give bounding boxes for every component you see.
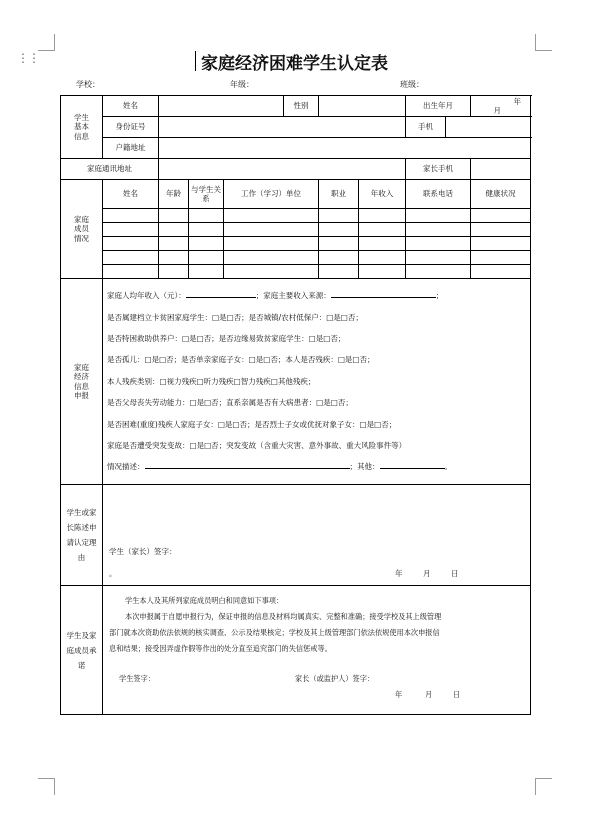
member-cell[interactable]: [319, 209, 359, 223]
member-header-name: 姓名: [103, 180, 159, 209]
grade-label: 年级：: [230, 80, 254, 89]
phone-label: 手机: [406, 117, 446, 138]
birth-label: 出生年月: [406, 96, 471, 117]
income-line: 家庭人均年收入（元）： ；家庭主要收入来源： ；: [107, 291, 444, 301]
member-cell[interactable]: [406, 209, 471, 223]
text-cursor: [195, 51, 196, 71]
promise-paragraph-1: 本次申报属于自愿申报行为，保证申报的信息及材料均属真实、完整和准确；接受学校及其上级管理: [125, 612, 442, 621]
poverty-registration-line[interactable]: 是否属建档立卡贫困家庭学生：□是□否；是否城镇/农村低保户：□是□否；: [107, 312, 363, 322]
member-row: [61, 237, 531, 251]
promise-date-year: 年: [395, 690, 403, 699]
application-form-table: [60, 95, 531, 715]
member-cell[interactable]: [224, 237, 319, 251]
guardian-signature-label: 家长（或监护人）签字：: [295, 674, 375, 683]
member-cell[interactable]: [359, 265, 406, 279]
name-label: 姓名: [103, 96, 159, 117]
income-source-blank[interactable]: [331, 289, 436, 298]
member-cell[interactable]: [159, 209, 189, 223]
economic-info-area[interactable]: [103, 279, 531, 485]
birth-field[interactable]: 年 月: [471, 96, 531, 117]
disability-type-line[interactable]: 本人残疾类别：□视力残疾□听力残疾□智力残疾□其他残疾；: [107, 376, 316, 386]
basic-info-section-label: 学生 基本 信息: [61, 96, 103, 159]
member-cell[interactable]: [406, 251, 471, 265]
member-cell[interactable]: [224, 223, 319, 237]
member-cell[interactable]: [189, 237, 224, 251]
statement-date-day: 日: [451, 569, 459, 578]
promise-paragraph-3: 息和结果；接受因弄虚作假等作出的处分直至追究部门的失信惩戒等。: [109, 644, 332, 653]
promise-paragraph-2: 部门就本次资助依法依规的核实调查、公示及结果核定；学校及其上级管理部门依法依规使用本次申报信: [109, 628, 440, 637]
member-cell[interactable]: [103, 265, 159, 279]
member-cell[interactable]: [224, 209, 319, 223]
member-row: [61, 265, 531, 279]
statement-dot: 。: [109, 569, 117, 578]
promise-date-day: 日: [453, 690, 461, 699]
economic-info-section-label: 家庭 经济 信息 申报: [61, 279, 103, 485]
family-members-section-label: 家庭 成员 情况: [61, 180, 103, 279]
student-signature-label: 学生签字：: [119, 674, 155, 683]
promise-section-label: 学生及家 庭成员承 诺: [61, 586, 103, 715]
member-header-age: 年龄: [159, 180, 189, 209]
promise-area[interactable]: [103, 586, 531, 715]
member-cell[interactable]: [471, 223, 531, 237]
family-address-label: 家庭通讯地址: [61, 159, 159, 180]
phone-field[interactable]: [446, 117, 531, 138]
member-cell[interactable]: [359, 237, 406, 251]
statement-date-year: 年: [395, 569, 403, 578]
id-number-label: 身份证号: [103, 117, 159, 138]
member-cell[interactable]: [189, 251, 224, 265]
gender-label: 性别: [284, 96, 319, 117]
member-cell[interactable]: [319, 223, 359, 237]
member-cell[interactable]: [406, 237, 471, 251]
parent-phone-label: 家长手机: [406, 159, 471, 180]
member-row: [61, 251, 531, 265]
member-cell[interactable]: [471, 251, 531, 265]
member-cell[interactable]: [189, 223, 224, 237]
member-cell[interactable]: [159, 251, 189, 265]
member-cell[interactable]: [471, 237, 531, 251]
member-cell[interactable]: [406, 265, 471, 279]
member-cell[interactable]: [159, 223, 189, 237]
member-cell[interactable]: [189, 209, 224, 223]
member-cell[interactable]: [471, 209, 531, 223]
parent-phone-field[interactable]: [471, 159, 531, 180]
member-cell[interactable]: [319, 265, 359, 279]
name-field[interactable]: [159, 96, 284, 117]
statement-area[interactable]: [103, 485, 531, 586]
special-support-line[interactable]: 是否特困救助供养户：□是□否；是否边缘易致贫家庭学生：□是□否；: [107, 334, 346, 344]
member-row: [61, 223, 531, 237]
promise-date-month: 月: [425, 690, 433, 699]
gender-field[interactable]: [319, 96, 406, 117]
id-number-field[interactable]: [159, 117, 406, 138]
member-cell[interactable]: [359, 251, 406, 265]
class-label: 班级：: [400, 80, 424, 89]
page-corner-mark-bottom-right: [535, 778, 552, 795]
member-cell[interactable]: [359, 209, 406, 223]
member-cell[interactable]: [103, 237, 159, 251]
member-cell[interactable]: [471, 265, 531, 279]
member-header-occupation: 职业: [319, 180, 359, 209]
sudden-change-line[interactable]: 家庭是否遭受突发变故：□是□否；突发变故（含重大灾害、意外事故、重大风险事件等）: [107, 440, 407, 450]
member-header-health: 健康状况: [471, 180, 531, 209]
member-cell[interactable]: [319, 251, 359, 265]
other-blank[interactable]: [380, 460, 445, 469]
statement-date-month: 月: [423, 569, 431, 578]
hukou-label: 户籍地址: [103, 138, 159, 159]
disabled-family-line[interactable]: 是否困难(重度)残疾人家庭子女：□是□否；是否烈士子女或优抚对象子女：□是□否；: [107, 419, 397, 429]
income-blank[interactable]: [186, 289, 256, 298]
member-cell[interactable]: [189, 265, 224, 279]
promise-intro: 学生本人及其所列家庭成员明白和同意如下事项：: [125, 596, 284, 605]
drag-handle-icon[interactable]: ⋮⋮: [17, 51, 39, 65]
hukou-field[interactable]: [159, 138, 531, 159]
orphan-single-parent-line[interactable]: 是否孤儿：□是□否；是否单亲家庭子女：□是□否；本人是否残疾：□是□否；: [107, 355, 375, 365]
member-cell[interactable]: [224, 265, 319, 279]
member-header-income: 年收入: [359, 180, 406, 209]
member-header-phone: 联系电话: [406, 180, 471, 209]
family-address-field[interactable]: [159, 159, 406, 180]
member-cell[interactable]: [319, 237, 359, 251]
student-parent-signature-label: 学生（家长）签字：: [109, 547, 177, 556]
member-cell[interactable]: [103, 251, 159, 265]
page-corner-mark-bottom-left: [38, 778, 55, 795]
school-label: 学校：: [76, 80, 100, 89]
member-cell[interactable]: [359, 223, 406, 237]
member-header-workplace: 工作（学习）单位: [224, 180, 319, 209]
member-header-relation: 与学生关系: [189, 180, 224, 209]
member-cell[interactable]: [159, 237, 189, 251]
statement-section-label: 学生或家 长陈述申 请认定理 由: [61, 485, 103, 586]
member-row: [61, 209, 531, 223]
situation-description-line: 情况描述： ；其他： 。: [107, 462, 452, 472]
member-cell[interactable]: [224, 251, 319, 265]
parent-labor-line[interactable]: 是否父母丧失劳动能力：□是□否；直系亲属是否有大病患者：□是□否；: [107, 398, 353, 408]
member-cell[interactable]: [103, 223, 159, 237]
document-title[interactable]: 家庭经济困难学生认定表: [201, 54, 388, 74]
member-cell[interactable]: [103, 209, 159, 223]
member-cell[interactable]: [406, 223, 471, 237]
situation-description-blank[interactable]: [145, 460, 350, 469]
member-cell[interactable]: [159, 265, 189, 279]
